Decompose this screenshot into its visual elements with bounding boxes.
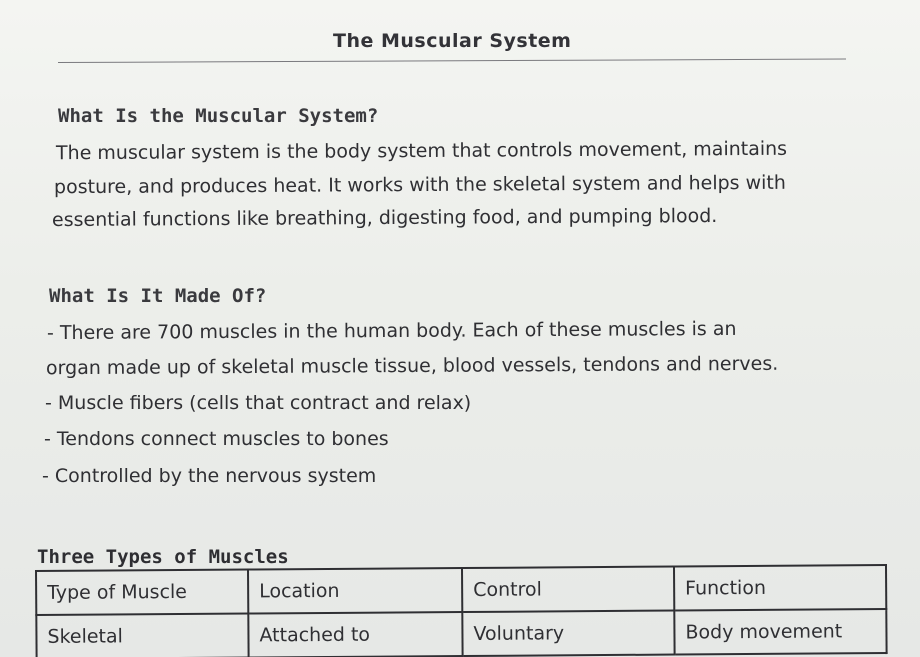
table-cell: Voluntary	[462, 611, 674, 656]
table-header-row	[36, 565, 886, 615]
list-item: - There are 700 muscles in the human body. Each of these muscles is an	[46, 317, 737, 345]
table-cell: Skeletal	[36, 614, 248, 657]
list-item-continuation: organ made up of skeletal muscle tissue, blood vessels, tendons and nerves.	[45, 352, 779, 380]
table-header-cell: Function	[674, 565, 886, 610]
list-item: - Muscle fibers (cells that contract and relax)	[45, 392, 472, 414]
muscle-types-table-container	[35, 564, 888, 657]
table-cell: Body movement	[674, 609, 886, 654]
table-cell: Attached to	[248, 612, 462, 657]
paragraph-line: posture, and produces heat. It works with the skeletal system and helps with	[53, 171, 786, 199]
table-row	[36, 609, 886, 657]
table-header-cell: Type of Muscle	[36, 570, 248, 615]
section-heading-what-is: What Is the Muscular System?	[58, 105, 379, 127]
table-header-cell: Location	[248, 568, 462, 613]
paragraph-line: The muscular system is the body system that controls movement, maintains	[55, 137, 788, 165]
table-title: Three Types of Muscles	[37, 546, 289, 568]
table-header-cell: Control	[462, 567, 674, 612]
page-title: The Muscular System	[333, 30, 572, 52]
muscle-types-table	[35, 564, 888, 657]
list-item: - Tendons connect muscles to bones	[44, 428, 389, 450]
title-divider	[58, 59, 846, 63]
section-heading-made-of: What Is It Made Of?	[49, 285, 267, 307]
list-item: - Controlled by the nervous system	[42, 465, 377, 487]
paragraph-line: essential functions like breathing, digesting food, and pumping blood.	[51, 204, 718, 232]
